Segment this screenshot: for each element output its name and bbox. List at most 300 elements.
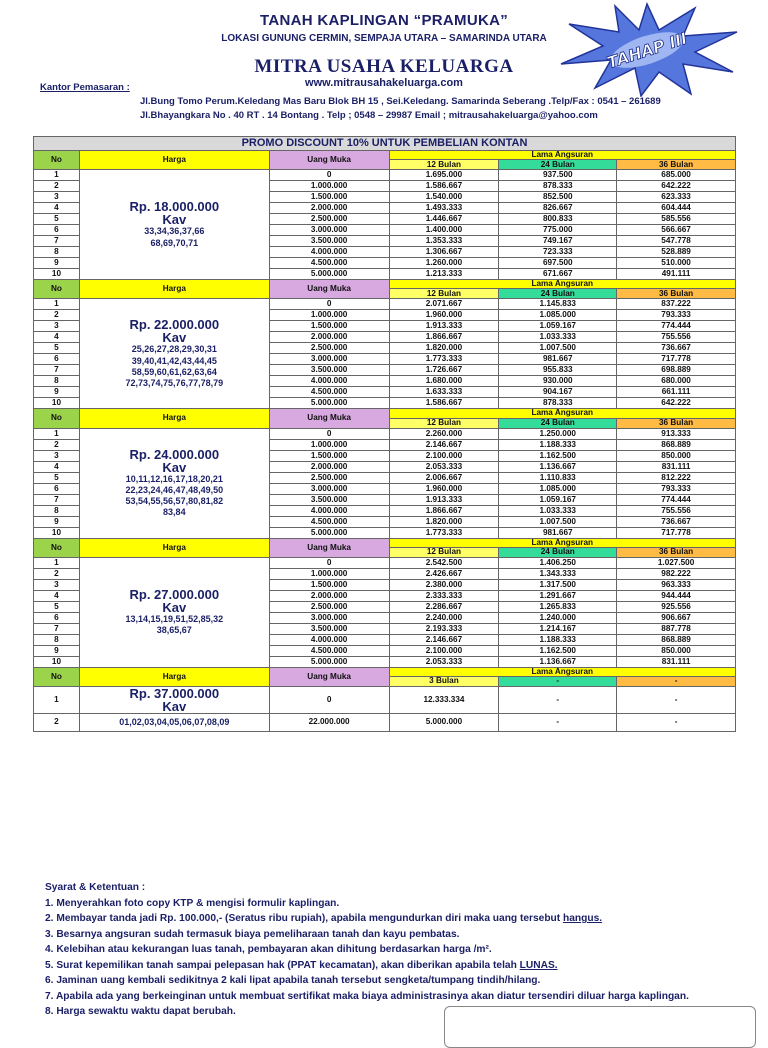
uang-muka-value: 1.500.000	[269, 192, 389, 203]
kav-numbers: 38,65,67	[156, 625, 192, 636]
badge-label: TAHAP III	[604, 28, 690, 73]
installment-12: 1.493.333	[389, 203, 499, 214]
office-label: Kantor Pemasaran :	[40, 82, 130, 93]
installment-24: 1.033.333	[499, 332, 617, 343]
installment-24: 1.145.833	[499, 299, 617, 310]
installment-12: 2.053.333	[389, 656, 499, 667]
uang-muka-value: 3.500.000	[269, 236, 389, 247]
installment-dash: -	[617, 687, 736, 714]
installment-12: 2.100.000	[389, 645, 499, 656]
installment-3: 5.000.000	[389, 714, 499, 732]
installment-12: 2.053.333	[389, 461, 499, 472]
installment-36: 755.556	[617, 505, 736, 516]
installment-12: 1.586.667	[389, 398, 499, 409]
installment-24: 1.136.667	[499, 656, 617, 667]
row-number: 1	[34, 428, 80, 439]
company-name: MITRA USAHA KELUARGA	[254, 56, 514, 77]
term-item: 1. Menyerahkan foto copy KTP & mengisi formulir kaplingan.	[45, 897, 340, 909]
kav-numbers: 13,14,15,19,51,52,85,32	[125, 614, 224, 625]
term-item: 2. Membayar tanda jadi Rp. 100.000,- (Seratus ribu rupiah), apabila mengundurkan diri maka uang tersebut hangus.	[45, 913, 603, 924]
col-no-header: No	[34, 409, 80, 428]
installment-36: 623.333	[617, 192, 736, 203]
installment-12: 2.240.000	[389, 612, 499, 623]
installment-12: 1.680.000	[389, 376, 499, 387]
installment-3: 12.333.334	[389, 687, 499, 714]
installment-36: 717.778	[617, 527, 736, 538]
uang-muka-value: 4.000.000	[269, 634, 389, 645]
kav-label: Kav	[162, 699, 187, 715]
kav-numbers: 01,02,03,04,05,06,07,08,09	[119, 716, 230, 727]
uang-muka-value: 4.500.000	[269, 387, 389, 398]
installment-12: 1.633.333	[389, 387, 499, 398]
uang-muka-value: 2.500.000	[269, 601, 389, 612]
installment-36: 837.222	[617, 299, 736, 310]
installment-24: 1.059.167	[499, 321, 617, 332]
col-lama-angsuran-header: Lama Angsuran	[389, 280, 735, 289]
row-number: 7	[34, 494, 80, 505]
uang-muka-value: 0	[269, 687, 389, 714]
installment-36: 528.889	[617, 247, 736, 258]
table-row	[34, 428, 736, 439]
installment-12: 1.960.000	[389, 310, 499, 321]
uang-muka-value: 0	[269, 170, 389, 181]
uang-muka-value: 3.000.000	[269, 612, 389, 623]
uang-muka-value: 2.500.000	[269, 343, 389, 354]
installment-12: 2.260.000	[389, 428, 499, 439]
col-24-bulan-header: 24 Bulan	[499, 418, 617, 428]
installment-36: 736.667	[617, 343, 736, 354]
price-block	[79, 557, 269, 667]
installment-24: 800.833	[499, 214, 617, 225]
row-number: 7	[34, 623, 80, 634]
installment-36: 680.000	[617, 376, 736, 387]
row-number: 4	[34, 461, 80, 472]
uang-muka-value: 3.000.000	[269, 483, 389, 494]
col-no-header: No	[34, 538, 80, 557]
row-number: 7	[34, 365, 80, 376]
row-number: 3	[34, 579, 80, 590]
row-number: 4	[34, 332, 80, 343]
installment-12: 2.333.333	[389, 590, 499, 601]
col-12-bulan-header: 12 Bulan	[389, 160, 499, 170]
installment-36: 850.000	[617, 450, 736, 461]
uang-muka-value: 4.000.000	[269, 505, 389, 516]
row-number: 2	[34, 568, 80, 579]
kav-numbers: 58,59,60,61,62,63,64	[131, 366, 217, 377]
uang-muka-value: 2.000.000	[269, 203, 389, 214]
row-number: 9	[34, 387, 80, 398]
installment-36: 963.333	[617, 579, 736, 590]
row-number: 5	[34, 601, 80, 612]
kav-label: Kav	[162, 330, 187, 346]
col-24-bulan-header: 24 Bulan	[499, 547, 617, 557]
row-number: 8	[34, 376, 80, 387]
installment-36: 982.222	[617, 568, 736, 579]
installment-12: 2.100.000	[389, 450, 499, 461]
uang-muka-value: 3.000.000	[269, 354, 389, 365]
col-no-header: No	[34, 151, 80, 170]
price-value: Rp. 24.000.000	[129, 446, 220, 462]
installment-24: 1.085.000	[499, 310, 617, 321]
uang-muka-value: 2.500.000	[269, 472, 389, 483]
kav-numbers: 22,23,24,46,47,48,49,50	[125, 484, 224, 495]
installment-36: 698.889	[617, 365, 736, 376]
uang-muka-value: 4.000.000	[269, 247, 389, 258]
installment-12: 2.286.667	[389, 601, 499, 612]
kav-numbers: 39,40,41,42,43,44,45	[131, 355, 217, 366]
installment-24: 826.667	[499, 203, 617, 214]
installment-24: 1.214.167	[499, 623, 617, 634]
table-row	[34, 714, 736, 732]
table-row	[34, 299, 736, 310]
uang-muka-value: 1.000.000	[269, 181, 389, 192]
installment-12: 1.866.667	[389, 505, 499, 516]
installment-36: 661.111	[617, 387, 736, 398]
uang-muka-value: 5.000.000	[269, 398, 389, 409]
installment-24: 723.333	[499, 247, 617, 258]
col-uang-muka-header: Uang Muka	[269, 409, 389, 428]
installment-36: 868.889	[617, 439, 736, 450]
price-table	[33, 136, 736, 732]
col-harga-header: Harga	[79, 409, 269, 428]
price-value: Rp. 18.000.000	[129, 199, 220, 215]
term-item: 4. Kelebihan atau kekurangan luas tanah, pembayaran akan dihitung berdasarkan harga /m².	[45, 944, 492, 955]
terms-section	[45, 880, 689, 1020]
row-number: 5	[34, 472, 80, 483]
installment-12: 1.820.000	[389, 516, 499, 527]
uang-muka-value: 2.500.000	[269, 214, 389, 225]
installment-36: 831.111	[617, 656, 736, 667]
installment-12: 2.006.667	[389, 472, 499, 483]
installment-dash: -	[499, 687, 617, 714]
col-no-header: No	[34, 667, 80, 686]
col-3-bulan-header: 3 Bulan	[389, 677, 499, 687]
col-24-bulan-header: 24 Bulan	[499, 160, 617, 170]
row-number: 3	[34, 192, 80, 203]
installment-12: 1.695.000	[389, 170, 499, 181]
row-number: 7	[34, 236, 80, 247]
installment-12: 2.426.667	[389, 568, 499, 579]
row-number: 3	[34, 450, 80, 461]
kav-numbers: 68,69,70,71	[150, 237, 199, 248]
installment-24: 1.406.250	[499, 557, 617, 568]
kav-label: Kav	[162, 459, 187, 475]
installment-24: 1.110.833	[499, 472, 617, 483]
price-block	[79, 687, 269, 714]
uang-muka-value: 22.000.000	[269, 714, 389, 732]
installment-36: 717.778	[617, 354, 736, 365]
uang-muka-value: 0	[269, 557, 389, 568]
uang-muka-value: 1.000.000	[269, 310, 389, 321]
col-36-bulan-header: 36 Bulan	[617, 289, 736, 299]
installment-24: 1.291.667	[499, 590, 617, 601]
installment-24: 1.085.000	[499, 483, 617, 494]
installment-36: 774.444	[617, 321, 736, 332]
installment-12: 1.913.333	[389, 494, 499, 505]
installment-36: 547.778	[617, 236, 736, 247]
col-dash-header: -	[617, 677, 736, 687]
col-36-bulan-header: 36 Bulan	[617, 160, 736, 170]
installment-36: 906.667	[617, 612, 736, 623]
row-number: 10	[34, 527, 80, 538]
uang-muka-value: 2.000.000	[269, 332, 389, 343]
kav-numbers: 83,84	[163, 507, 186, 518]
row-number: 1	[34, 170, 80, 181]
installment-12: 1.913.333	[389, 321, 499, 332]
row-number: 1	[34, 687, 80, 714]
installment-24: 1.188.333	[499, 439, 617, 450]
terms-title: Syarat & Ketentuan :	[45, 882, 146, 893]
installment-24: 1.007.500	[499, 516, 617, 527]
row-number: 2	[34, 439, 80, 450]
term-item: 3. Besarnya angsuran sudah termasuk biaya pemeliharaan tanah dan kayu pembatas.	[45, 928, 460, 940]
col-12-bulan-header: 12 Bulan	[389, 289, 499, 299]
uang-muka-value: 3.500.000	[269, 623, 389, 634]
installment-24: 955.833	[499, 365, 617, 376]
price-value: Rp. 37.000.000	[129, 686, 220, 702]
row-number: 3	[34, 321, 80, 332]
row-number: 10	[34, 269, 80, 280]
installment-24: 878.333	[499, 181, 617, 192]
row-number: 6	[34, 225, 80, 236]
installment-36: 510.000	[617, 258, 736, 269]
kav-numbers: 25,26,27,28,29,30,31	[131, 344, 217, 355]
installment-24: 775.000	[499, 225, 617, 236]
row-number: 10	[34, 656, 80, 667]
row-number: 6	[34, 612, 80, 623]
page-title: TANAH KAPLINGAN “PRAMUKA”	[259, 12, 509, 29]
installment-36: 913.333	[617, 428, 736, 439]
installment-36: 1.027.500	[617, 557, 736, 568]
installment-12: 2.146.667	[389, 439, 499, 450]
table-header-row	[34, 280, 736, 289]
row-number: 2	[34, 181, 80, 192]
row-number: 1	[34, 557, 80, 568]
col-lama-angsuran-header: Lama Angsuran	[389, 538, 735, 547]
uang-muka-value: 0	[269, 428, 389, 439]
uang-muka-value: 4.500.000	[269, 258, 389, 269]
uang-muka-value: 1.500.000	[269, 450, 389, 461]
row-number: 8	[34, 634, 80, 645]
installment-12: 1.773.333	[389, 527, 499, 538]
website-link[interactable]: www.mitrausahakeluarga.com	[305, 77, 463, 89]
price-value: Rp. 27.000.000	[129, 587, 220, 603]
installment-36: 642.222	[617, 181, 736, 192]
col-uang-muka-header: Uang Muka	[269, 667, 389, 686]
row-number: 9	[34, 516, 80, 527]
kav-numbers: 53,54,55,56,57,80,81,82	[125, 496, 224, 507]
installment-36: 812.222	[617, 472, 736, 483]
col-36-bulan-header: 36 Bulan	[617, 418, 736, 428]
installment-12: 1.820.000	[389, 343, 499, 354]
installment-24: 1.240.000	[499, 612, 617, 623]
location-line: LOKASI GUNUNG CERMIN, SEMPAJA UTARA – SAMARINDA UTARA	[221, 33, 547, 44]
table-header-row	[34, 409, 736, 418]
installment-12: 2.542.500	[389, 557, 499, 568]
term-item: 5. Surat kepemilikan tanah sampai pelepasan hak (PPAT kecamatan), akan diberikan apabila telah LUNAS.	[45, 959, 558, 971]
col-lama-angsuran-header: Lama Angsuran	[389, 409, 735, 418]
installment-24: 930.000	[499, 376, 617, 387]
installment-36: 831.111	[617, 461, 736, 472]
installment-36: 604.444	[617, 203, 736, 214]
col-12-bulan-header: 12 Bulan	[389, 418, 499, 428]
kav-label: Kav	[162, 600, 187, 616]
row-number: 5	[34, 343, 80, 354]
tahap-badge	[555, 2, 740, 97]
uang-muka-value: 2.000.000	[269, 461, 389, 472]
table-row	[34, 557, 736, 568]
row-number: 9	[34, 645, 80, 656]
installment-24: 1.265.833	[499, 601, 617, 612]
col-24-bulan-header: 24 Bulan	[499, 289, 617, 299]
installment-36: 868.889	[617, 634, 736, 645]
installment-36: 755.556	[617, 332, 736, 343]
col-no-header: No	[34, 280, 80, 299]
price-value: Rp. 22.000.000	[129, 317, 220, 333]
installment-24: 1.188.333	[499, 634, 617, 645]
kav-numbers: 10,11,12,16,17,18,20,21	[125, 473, 223, 484]
col-dash-header: -	[499, 677, 617, 687]
row-number: 2	[34, 714, 80, 732]
col-harga-header: Harga	[79, 280, 269, 299]
table-header-row	[34, 667, 736, 676]
uang-muka-value: 5.000.000	[269, 269, 389, 280]
row-number: 8	[34, 505, 80, 516]
uang-muka-value: 1.500.000	[269, 579, 389, 590]
installment-36: 566.667	[617, 225, 736, 236]
installment-24: 1.059.167	[499, 494, 617, 505]
installment-24: 697.500	[499, 258, 617, 269]
installment-24: 1.250.000	[499, 428, 617, 439]
kav-label: Kav	[162, 212, 187, 228]
installment-36: 925.556	[617, 601, 736, 612]
office-address-2: Jl.Bhayangkara No . 40 RT . 14 Bontang . Telp ; 0548 – 29987 Email ; mitrausahakeluarga@yahoo.com	[140, 110, 598, 121]
kav-numbers: 33,34,36,37,66	[144, 226, 205, 237]
installment-dash: -	[499, 714, 617, 732]
row-number: 4	[34, 203, 80, 214]
term-item: 8. Harga sewaktu waktu dapat berubah.	[45, 1006, 236, 1017]
installment-36: 585.556	[617, 214, 736, 225]
uang-muka-value: 1.000.000	[269, 568, 389, 579]
uang-muka-value: 5.000.000	[269, 656, 389, 667]
col-harga-header: Harga	[79, 667, 269, 686]
row-number: 2	[34, 310, 80, 321]
installment-36: 793.333	[617, 310, 736, 321]
installment-12: 1.773.333	[389, 354, 499, 365]
table-header-row	[34, 151, 736, 160]
installment-12: 2.380.000	[389, 579, 499, 590]
installment-12: 1.540.000	[389, 192, 499, 203]
uang-muka-value: 4.000.000	[269, 376, 389, 387]
uang-muka-value: 1.000.000	[269, 439, 389, 450]
row-number: 6	[34, 354, 80, 365]
uang-muka-value: 3.500.000	[269, 494, 389, 505]
table-header-row	[34, 538, 736, 547]
term-item: 7. Apabila ada yang berkeinginan untuk membuat sertifikat maka biaya administrasinya akan diatur tersendiri diluar harga kaplingan.	[45, 990, 689, 1002]
installment-12: 1.306.667	[389, 247, 499, 258]
uang-muka-value: 0	[269, 299, 389, 310]
installment-24: 749.167	[499, 236, 617, 247]
price-block	[79, 299, 269, 409]
table-row	[34, 170, 736, 181]
installment-12: 1.446.667	[389, 214, 499, 225]
row-number: 1	[34, 299, 80, 310]
uang-muka-value: 1.500.000	[269, 321, 389, 332]
installment-12: 2.146.667	[389, 634, 499, 645]
installment-12: 1.866.667	[389, 332, 499, 343]
installment-36: 850.000	[617, 645, 736, 656]
installment-12: 1.586.667	[389, 181, 499, 192]
installment-24: 1.162.500	[499, 645, 617, 656]
col-12-bulan-header: 12 Bulan	[389, 547, 499, 557]
installment-dash: -	[617, 714, 736, 732]
col-lama-angsuran-header: Lama Angsuran	[389, 151, 735, 160]
installment-24: 1.007.500	[499, 343, 617, 354]
installment-12: 2.193.333	[389, 623, 499, 634]
installment-36: 793.333	[617, 483, 736, 494]
installment-24: 904.167	[499, 387, 617, 398]
installment-24: 1.162.500	[499, 450, 617, 461]
installment-12: 1.353.333	[389, 236, 499, 247]
installment-36: 736.667	[617, 516, 736, 527]
installment-12: 1.726.667	[389, 365, 499, 376]
installment-12: 1.960.000	[389, 483, 499, 494]
installment-36: 774.444	[617, 494, 736, 505]
uang-muka-value: 4.500.000	[269, 516, 389, 527]
installment-24: 1.317.500	[499, 579, 617, 590]
installment-24: 981.667	[499, 527, 617, 538]
col-harga-header: Harga	[79, 538, 269, 557]
note-box	[444, 1006, 756, 1048]
office-address-1: Jl.Bung Tomo Perum.Keledang Mas Baru Blok BH 15 , Sei.Keledang. Samarinda Seberang .Telp/Fax : 0541 – 261689	[140, 96, 661, 107]
row-number: 8	[34, 247, 80, 258]
installment-12: 1.260.000	[389, 258, 499, 269]
installment-24: 671.667	[499, 269, 617, 280]
price-block	[79, 428, 269, 538]
price-block	[79, 714, 269, 732]
table-row	[34, 687, 736, 714]
col-uang-muka-header: Uang Muka	[269, 151, 389, 170]
uang-muka-value: 3.000.000	[269, 225, 389, 236]
uang-muka-value: 5.000.000	[269, 527, 389, 538]
installment-24: 1.136.667	[499, 461, 617, 472]
installment-24: 937.500	[499, 170, 617, 181]
installment-36: 685.000	[617, 170, 736, 181]
installment-12: 2.071.667	[389, 299, 499, 310]
row-number: 5	[34, 214, 80, 225]
row-number: 4	[34, 590, 80, 601]
col-uang-muka-header: Uang Muka	[269, 538, 389, 557]
uang-muka-value: 4.500.000	[269, 645, 389, 656]
col-lama-angsuran-header: Lama Angsuran	[389, 667, 735, 676]
uang-muka-value: 3.500.000	[269, 365, 389, 376]
col-harga-header: Harga	[79, 151, 269, 170]
installment-24: 852.500	[499, 192, 617, 203]
term-item: 6. Jaminan uang kembali sedikitnya 2 kali lipat apabila tanah tersebut sengketa/tumpang tindih/hilang.	[45, 975, 541, 986]
installment-12: 1.213.333	[389, 269, 499, 280]
col-uang-muka-header: Uang Muka	[269, 280, 389, 299]
uang-muka-value: 2.000.000	[269, 590, 389, 601]
installment-24: 981.667	[499, 354, 617, 365]
installment-36: 491.111	[617, 269, 736, 280]
installment-36: 944.444	[617, 590, 736, 601]
installment-24: 1.343.333	[499, 568, 617, 579]
col-36-bulan-header: 36 Bulan	[617, 547, 736, 557]
row-number: 6	[34, 483, 80, 494]
row-number: 10	[34, 398, 80, 409]
promo-title: PROMO DISCOUNT 10% UNTUK PEMBELIAN KONTAN	[34, 137, 736, 151]
kav-numbers: 72,73,74,75,76,77,78,79	[125, 378, 224, 389]
